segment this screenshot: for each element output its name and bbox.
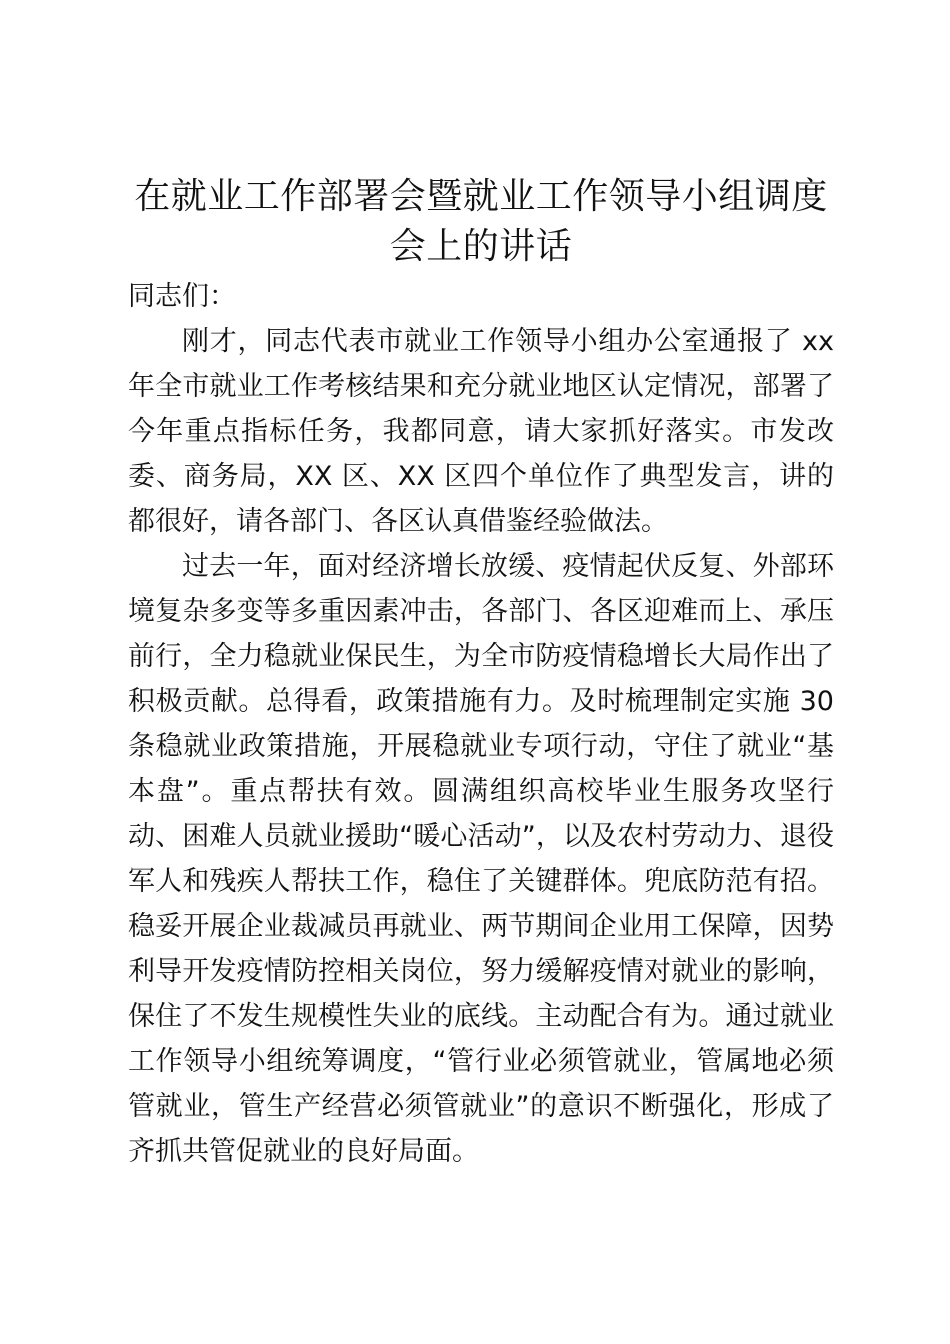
paragraph-2: 过去一年，面对经济增长放缓、疫情起伏反复、外部环境复杂多变等多重因素冲击，各部门、各区迎难而上、承压前行，全力稳就业保民生，为全市防疫情稳增长大局作出了积极贡献。总得看，政策措施有力。及时梳理制定实施 30 条稳就业政策措施，开展稳就业专项行动，守住了就业“基本盘”。重点帮扶有效。圆满组织高校毕业生服务攻坚行动、困难人员就业援助“暖心活动”，以及农村劳动力、退役军人和残疾人帮扶工作，稳住了关键群体。兜底防范有招。稳妥开展企业裁减员再就业、两节期间企业用工保障，因势利导开发疫情防控相关岗位，努力缓解疫情对就业的影响，保住了不发生规模性失业的底线。主动配合有为。通过就业工作领导小组统筹调度，“管行业必须管就业，管属地必须管就业，管生产经营必须管就业”的意识不断强化，形成了齐抓共管促就业的良好局面。 [128, 551, 834, 1167]
document-title: 在就业工作部署会暨就业工作领导小组调度会上的讲话 [134, 176, 828, 267]
document-page [128, 172, 834, 1174]
paragraph-1: 刚才，同志代表市就业工作领导小组办公室通报了 xx 年全市就业工作考核结果和充分就业地区认定情况，部署了今年重点指标任务，我都同意，请大家抓好落实。市发改委、商务局，XX 区、XX 区四个单位作了典型发言，讲的都很好，请各部门、各区认真借鉴经验做法。 [128, 326, 834, 537]
salutation: 同志们： [128, 281, 236, 312]
